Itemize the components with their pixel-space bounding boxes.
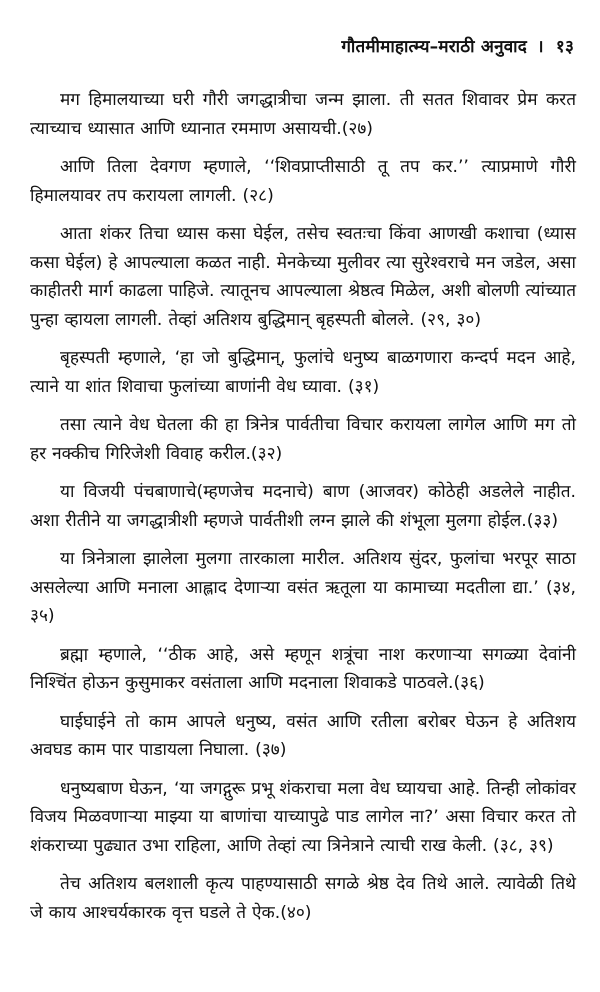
page-body <box>30 86 576 937</box>
paragraph-verse-40: तेच अतिशय बलशाली कृत्य पाहण्यासाठी सगळे श्रेष्ठ देव तिथे आले. त्यावेळी तिथे जे काय आश्चर्यकारक वृत्त घडले ते ऐक.(४०) <box>30 874 576 923</box>
running-header <box>341 34 574 57</box>
paragraph-verse-31: बृहस्पती म्हणाले, ‘हा जो बुद्धिमान्, फुलांचे धनुष्य बाळगणारा कन्दर्प मदन आहे, त्याने या शांत शिवाचा फुलांच्या बाणांनी वेध घ्यावा. (३१) <box>30 348 576 397</box>
paragraph-verse-28: आणि तिला देवगण म्हणाले, ‘‘शिवप्राप्तीसाठी तू तप कर.’’ त्याप्रमाणे गौरी हिमालयावर तप करायला लागली. (२८) <box>30 157 576 206</box>
paragraph-verse-34-35: या त्रिनेत्राला झालेला मुलगा तारकाला मारील. अतिशय सुंदर, फुलांचा भरपूर साठा असलेल्या आणि मनाला आह्लाद देणाऱ्या वसंत ऋतूला या कामाच्या मदतीला द्या.’ (३४, ३५) <box>30 549 576 626</box>
paragraph-verse-27: मग हिमालयाच्या घरी गौरी जगद्धात्रीचा जन्म झाला. ती सतत शिवावर प्रेम करत त्याच्याच ध्यासात आणि ध्यानात रममाण असायची.(२७) <box>30 90 576 139</box>
paragraph-verse-36: ब्रह्मा म्हणाले, ‘‘ठीक आहे, असे म्हणून शत्रूंचा नाश करणाऱ्या सगळ्या देवांनी निश्चिंत होऊन कुसुमाकर वसंताला आणि मदनाला शिवाकडे पाठवले.(३६) <box>30 644 576 693</box>
paragraph-verse-33: या विजयी पंचबाणाचे(म्हणजेच मदनाचे) बाण (आजवर) कोठेही अडलेले नाहीत. अशा रीतीने या जगद्धात्रीशी म्हणजे पार्वतीशी लग्न झाले की शंभूला मुलगा होईल.(३३) <box>30 482 576 531</box>
page-number: १३ <box>555 37 574 57</box>
paragraph-verse-32: तसा त्याने वेध घेतला की हा त्रिनेत्र पार्वतीचा विचार करायला लागेल आणि मग तो हर नक्कीच गिरिजेशी विवाह करील.(३२) <box>30 415 576 464</box>
paragraph-verse-29-30: आता शंकर तिचा ध्यास कसा घेईल, तसेच स्वतःचा किंवा आणखी कशाचा (ध्यास कसा घेईल) हे आपल्याला कळत नाही. मेनकेच्या मुलीवर त्या सुरेश्वराचे मन जडेल, असा काहीतरी मार्ग काढला पाहिजे. त्यातूनच आपल्याला श्रेष्ठत्व मिळेल, अशी बोलणी त्यांच्यात पुन्हा व्हायला लागली. तेव्हां अतिशय बुद्धिमान् बृहस्पती बोलले. (२९, ३०) <box>30 224 576 330</box>
header-separator: । <box>537 37 544 57</box>
paragraph-verse-37: घाईघाईने तो काम आपले धनुष्य, वसंत आणि रतीला बरोबर घेऊन हे अतिशय अवघड काम पार पाडायला निघाला. (३७) <box>30 711 576 760</box>
header-title: गौतमीमाहात्म्य–मराठी अनुवाद <box>341 37 527 57</box>
paragraph-verse-38-39: धनुष्यबाण घेऊन, ‘या जगद्गुरू प्रभू शंकराचा मला वेध घ्यायचा आहे. तिन्ही लोकांवर विजय मिळवणाऱ्या माझ्या या बाणांचा याच्यापुढे पाड लागेल ना?’ असा विचार करत तो शंकराच्या पुढ्यात उभा राहिला, आणि तेव्हां त्या त्रिनेत्राने त्याची राख केली. (३८, ३९) <box>30 778 576 856</box>
